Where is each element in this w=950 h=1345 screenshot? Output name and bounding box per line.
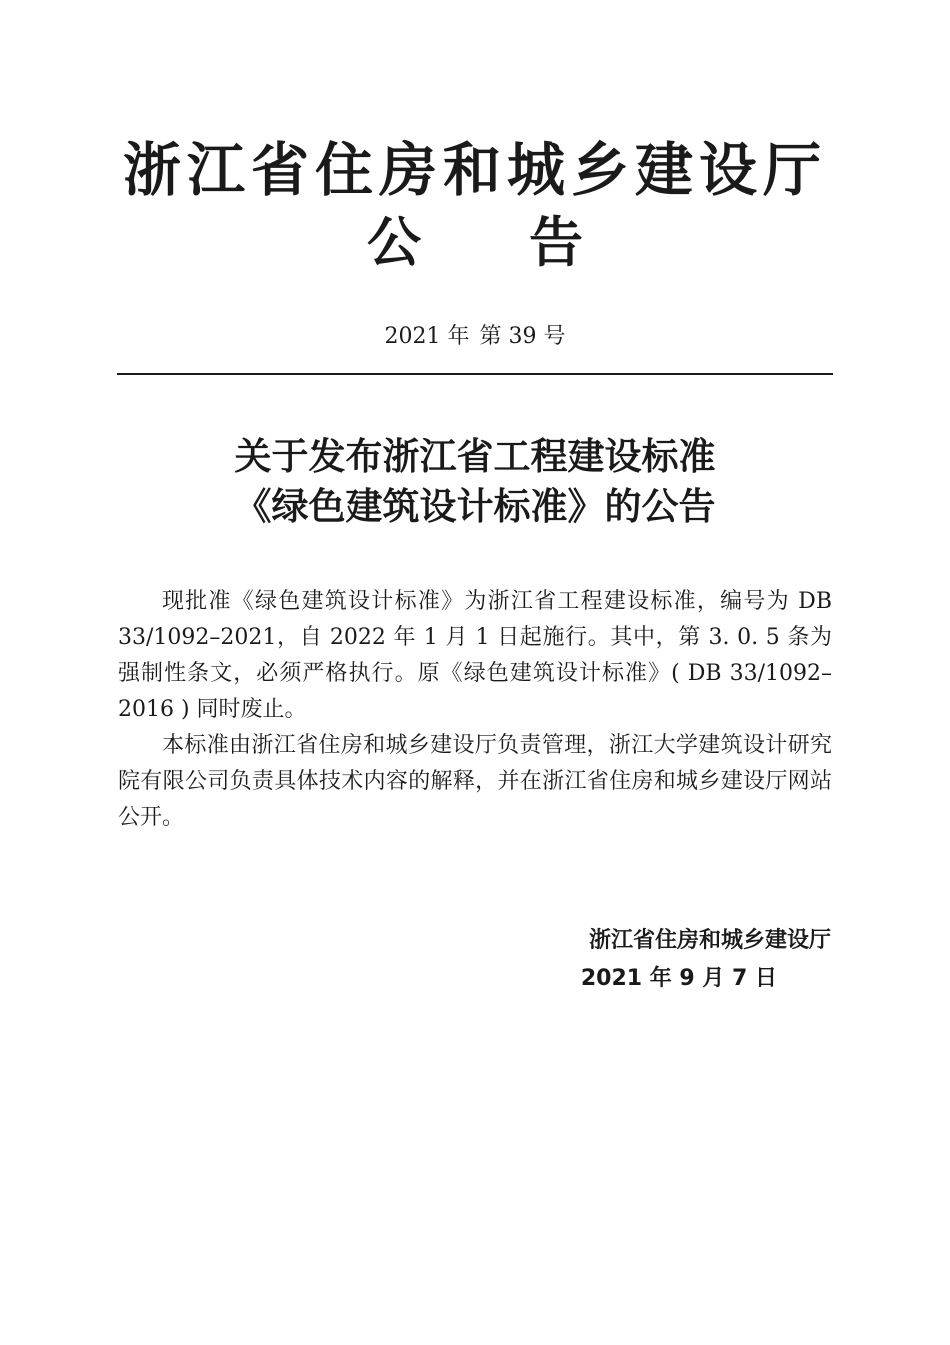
notice-body <box>118 584 832 836</box>
signature-block <box>581 922 831 998</box>
document-number <box>0 322 950 352</box>
signing-organization: 浙江省住房和城乡建设厅 <box>588 928 831 953</box>
document-type-char-1: 公 <box>367 211 421 274</box>
signing-date: 2021 年 9 月 7 日 <box>580 966 777 991</box>
issuer-title: 浙江省住房和城乡建设厅 <box>122 136 827 204</box>
notice-title-line-2: 《绿色建筑设计标准》的公告 <box>234 485 716 528</box>
body-paragraph-2: 本标准由浙江省住房和城乡建设厅负责管理，浙江大学建筑设计研究院有限公司负责具体技术内容的解释，并在浙江省住房和城乡建设厅网站公开。 <box>118 733 832 830</box>
document-type-char-2: 告 <box>529 211 583 274</box>
body-paragraph-1: 现批准《绿色建筑设计标准》为浙江省工程建设标准，编号为 DB 33/1092–2021，自 2022 年 1 月 1 日起施行。其中，第 3. 0. 5 条为强制性条文，必须严格执行。原《绿色建筑设计标准》( DB 33/1092–2016 ) 同时废止。 <box>118 589 832 722</box>
notice-title <box>0 432 950 532</box>
document-serial: 第 39 号 <box>479 324 566 349</box>
document-year: 2021 年 <box>384 324 470 349</box>
notice-title-line-1: 关于发布浙江省工程建设标准 <box>234 435 716 478</box>
header-divider <box>117 373 833 375</box>
document-type <box>0 208 950 278</box>
